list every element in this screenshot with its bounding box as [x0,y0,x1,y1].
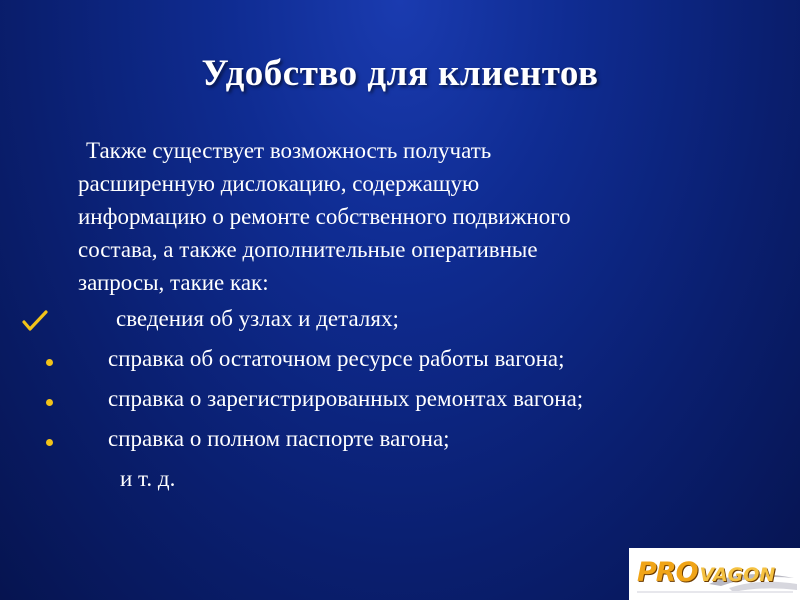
intro-line: Также существует возможность получать [86,138,492,163]
logo-text [637,557,775,588]
provagon-logo [629,548,800,600]
intro-line: запросы, такие как: [78,270,269,295]
intro-line: состава, а также дополнительные оперативные [78,237,538,262]
list-item [0,462,800,502]
list-item [0,422,800,462]
checkmark-icon [22,302,62,342]
intro-line: расширенную дислокацию, содержащую [78,171,480,196]
logo-text-pro: PRO [637,557,698,588]
list-item [0,382,800,422]
list-item-text: сведения об узлах и деталях; [116,306,399,331]
bullet-dot-icon [46,399,53,406]
list-item [0,302,800,342]
list-item-text: и т. д. [120,466,176,491]
slide-title: Удобство для клиентов [201,53,599,94]
intro-line: информацию о ремонте собственного подвижного [78,204,571,229]
bullet-dot-icon [46,439,53,446]
intro-paragraph [78,134,758,299]
list-item-text: справка о полном паспорте вагона; [108,426,450,451]
list-item-text: справка о зарегистрированных ремонтах вагона; [108,386,584,411]
logo-text-vagon: VAGON [699,564,776,586]
bullet-list [0,302,800,502]
list-item-text: справка об остаточном ресурсе работы вагона; [108,346,565,371]
bullet-dot-icon [46,359,53,366]
list-item [0,342,800,382]
